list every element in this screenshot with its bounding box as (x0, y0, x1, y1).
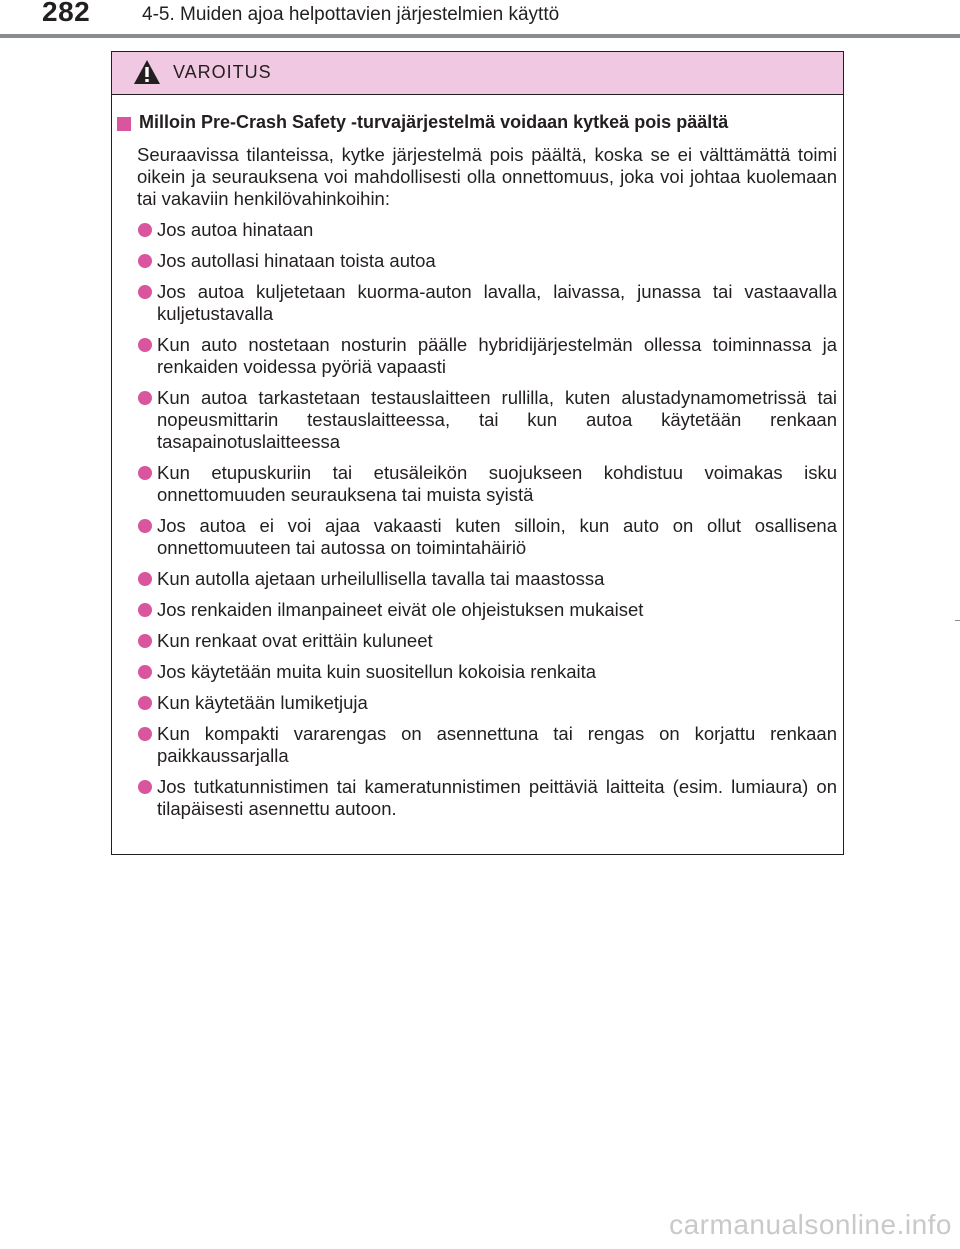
page-number: 282 (42, 0, 91, 27)
circle-bullet-icon (138, 285, 152, 299)
circle-bullet-icon (138, 466, 152, 480)
warning-list-item-text: Jos tutkatunnistimen tai kameratunnistimen peittäviä laitteita (esim. lumiaura) on tilapäisesti asennettu autoon. (157, 776, 837, 819)
warning-list-item (112, 630, 837, 652)
warning-list-item-text: Kun autoa tarkastetaan testauslaitteen rullilla, kuten alustadynamometrissä tai nopeusmittarin testauslaitteessa, tai kun autoa käytetään renkaan tasapainotuslaitteessa (157, 387, 837, 452)
warning-box (111, 51, 844, 855)
warning-triangle-icon (133, 59, 161, 85)
warning-heading: Milloin Pre-Crash Safety -turvajärjestelmä voidaan kytkeä pois päältä (139, 112, 729, 132)
warning-list-item (112, 281, 837, 325)
warning-list-item (112, 219, 837, 241)
circle-bullet-icon (138, 665, 152, 679)
warning-list-item (112, 599, 837, 621)
warning-list-item (112, 776, 837, 820)
warning-list-item (112, 334, 837, 378)
circle-bullet-icon (138, 780, 152, 794)
circle-bullet-icon (138, 634, 152, 648)
warning-list-item (112, 568, 837, 590)
warning-list-item-text: Kun auto nostetaan nosturin päälle hybridijärjestelmän ollessa toiminnassa ja renkaiden voidessa pyöriä vapaasti (157, 334, 837, 377)
warning-list-item-text: Jos renkaiden ilmanpaineet eivät ole ohjeistuksen mukaiset (157, 599, 644, 620)
circle-bullet-icon (138, 519, 152, 533)
warning-list-item (112, 250, 837, 272)
warning-list-item (112, 462, 837, 506)
warning-list-item-text: Jos autoa ei voi ajaa vakaasti kuten silloin, kun auto on ollut osallisena onnettomuuteen tai autossa on toimintahäiriö (157, 515, 837, 558)
watermark: carmanualsonline.info (669, 1209, 952, 1240)
warning-list-item-text: Jos autoa hinataan (157, 219, 314, 240)
warning-intro: Seuraavissa tilanteissa, kytke järjestelmä pois päältä, koska se ei välttämättä toimi oikein ja seurauksena voi mahdollisesti olla onnettomuus, joka voi johtaa kuolemaan tai vakaviin henkilövahinkoihin: (137, 144, 837, 209)
warning-label: VAROITUS (173, 62, 272, 82)
warning-list-item-text: Jos autoa kuljetetaan kuorma-auton lavalla, laivassa, junassa tai vastaavalla kuljetustavalla (157, 281, 837, 324)
circle-bullet-icon (138, 727, 152, 741)
circle-bullet-icon (138, 223, 152, 237)
warning-list-item (112, 692, 837, 714)
header-rule (0, 34, 960, 38)
circle-bullet-icon (138, 254, 152, 268)
warning-header (112, 52, 843, 95)
warning-list-item-text: Kun käytetään lumiketjuja (157, 692, 368, 713)
warning-content (112, 112, 845, 820)
section-title: 4-5. Muiden ajoa helpottavien järjestelmien käyttö (142, 4, 560, 25)
edge-mark (955, 620, 960, 621)
circle-bullet-icon (138, 338, 152, 352)
warning-item-list (112, 219, 845, 820)
warning-list-item-text: Kun kompakti vararengas on asennettuna tai rengas on korjattu renkaan paikkaussarjalla (157, 723, 837, 766)
warning-list-item (112, 723, 837, 767)
warning-list-item-text: Jos autollasi hinataan toista autoa (157, 250, 436, 271)
warning-list-item (112, 387, 837, 453)
warning-heading-row (117, 112, 845, 138)
warning-list-item (112, 515, 837, 559)
warning-list-item-text: Jos käytetään muita kuin suositellun kokoisia renkaita (157, 661, 597, 682)
warning-list-item-text: Kun etupuskuriin tai etusäleikön suojukseen kohdistuu voimakas isku onnettomuuden seurauksena tai muista syistä (157, 462, 837, 505)
warning-list-item-text: Kun autolla ajetaan urheilullisella tavalla tai maastossa (157, 568, 605, 589)
warning-list-item-text: Kun renkaat ovat erittäin kuluneet (157, 630, 433, 651)
warning-list-item (112, 661, 837, 683)
circle-bullet-icon (138, 391, 152, 405)
circle-bullet-icon (138, 572, 152, 586)
circle-bullet-icon (138, 696, 152, 710)
circle-bullet-icon (138, 603, 152, 617)
square-bullet-icon (117, 117, 131, 131)
